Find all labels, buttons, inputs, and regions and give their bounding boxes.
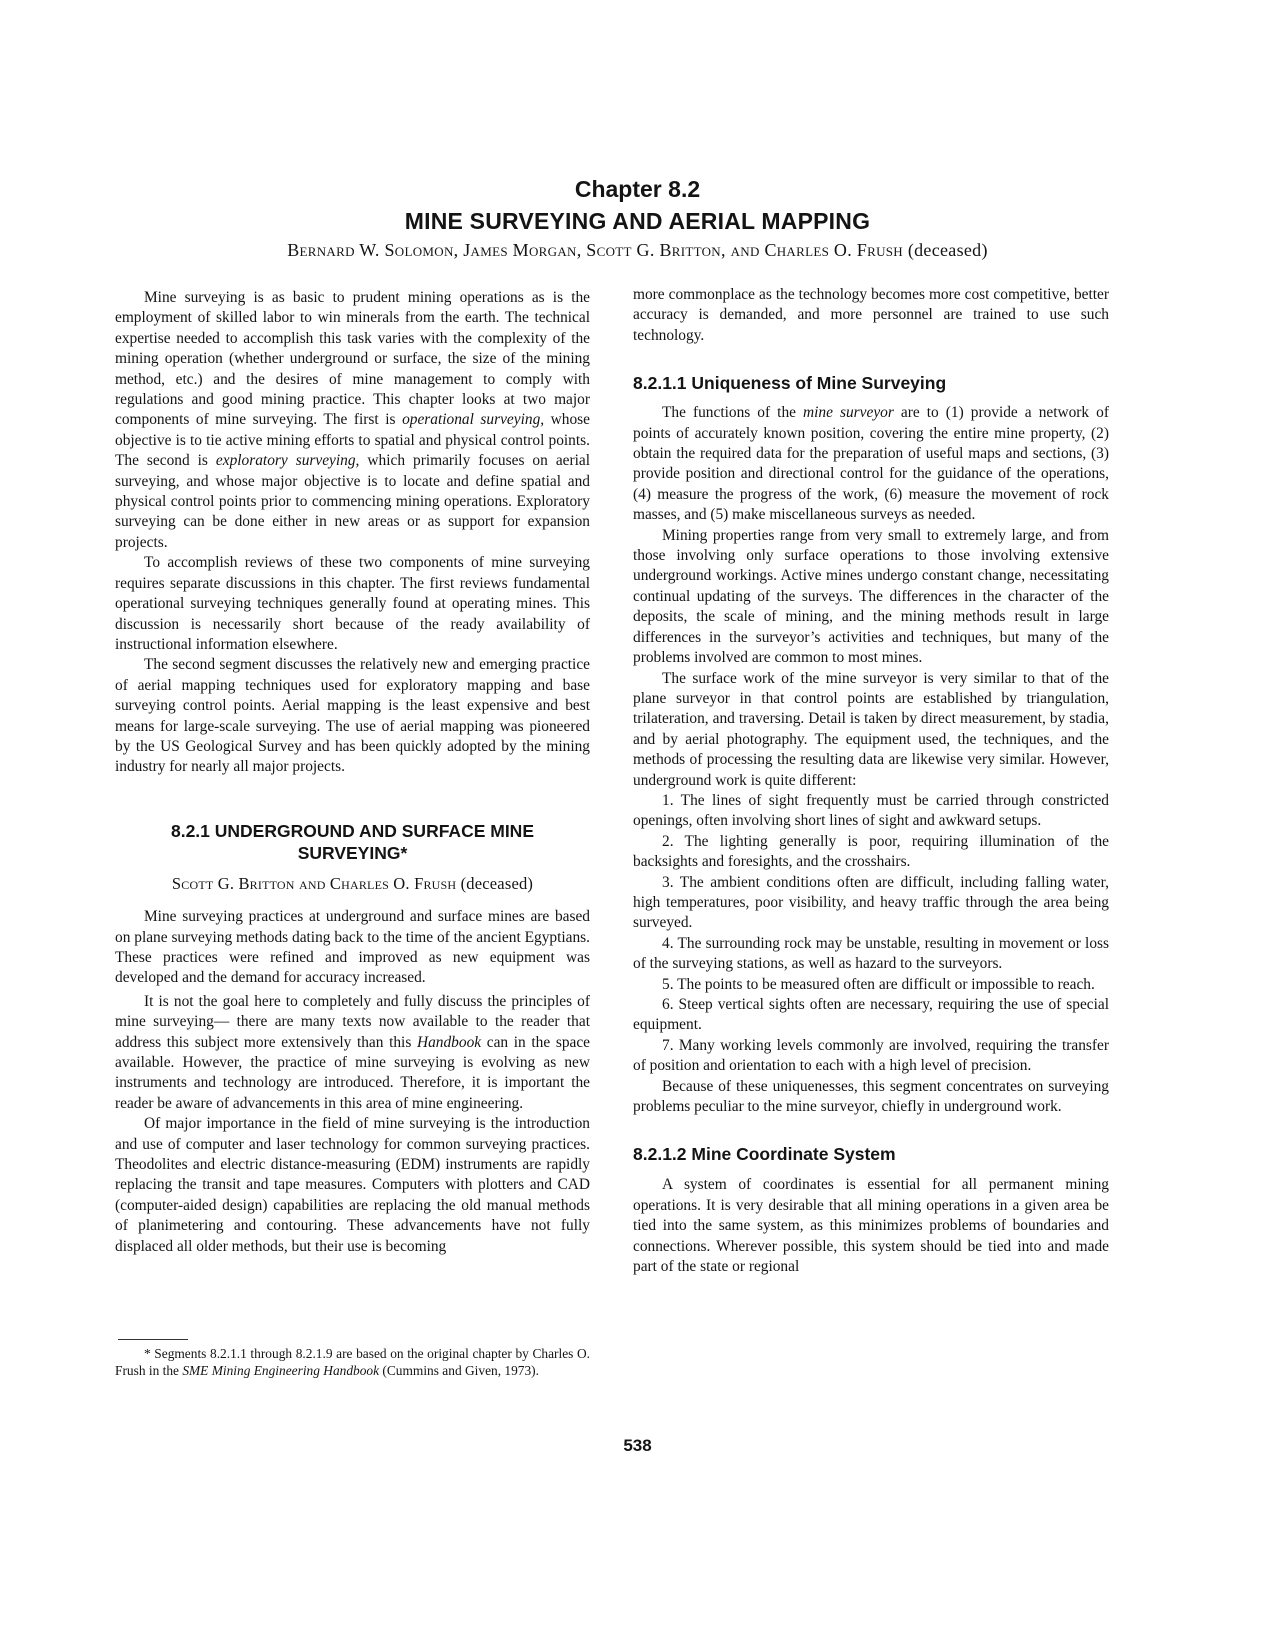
section-heading-8-2-1: 8.2.1 UNDERGROUND AND SURFACE MINE SURVEYING* (170, 820, 534, 863)
section-paragraph-1: Mine surveying practices at underground and surface mines are based on plane surveying methods dating back to the time of the ancient Egyptians. These practices were refined and improved as new equipment was developed and the demand for accuracy increased. (115, 908, 590, 987)
continued-paragraph: more commonplace as the technology becomes more cost competitive, better accuracy is demanded, and more personnel are trained to use such technology. (633, 286, 1109, 344)
term-handbook: Handbook (416, 1033, 482, 1051)
list-item: 3. The ambient conditions often are difficult, including falling water, high temperatures, poor visibility, and heavy traffic through the area being surveyed. (633, 873, 1109, 932)
chapter-authors-names: Bernard W. Solomon, James Morgan, Scott G. Britton, and Charles O. Frush (287, 240, 903, 260)
uniqueness-paragraph-3: The surface work of the mine surveyor is very similar to that of the plane surveyor in that control points are established by triangulation, trilateration, and traversing. Detail is taken by direct measurement, by stadia, and by aerial photography. The equipment used, the techniques, and the methods of processing the resulting data are likewise very similar. However, underground work is quite different: (633, 669, 1109, 789)
footnote-divider (118, 1339, 188, 1340)
left-column (115, 288, 590, 1257)
list-item: 1. The lines of sight frequently must be carried through constricted openings, often involving short lines of sight and awkward setups. (633, 791, 1109, 830)
page-number: 538 (623, 1436, 652, 1455)
footnote: * Segments 8.2.1.1 through 8.2.1.9 are based on the original chapter by Charles O. Frush in the SME Mining Engineering Handbook (Cummins and Given, 1973). (115, 1346, 590, 1379)
uniqueness-paragraph-2: Mining properties range from very small to extremely large, and from those involving only surface operations to those involving extensive underground workings. Active mines undergo constant change, necessitating continual updating of the surveys. The differences in the character of the deposits, the scale of mining, and the mining methods result in large differences in the surveyor’s activities and techniques, but many of the problems involved are common to most mines. (633, 526, 1109, 667)
list-item: 5. The points to be measured often are difficult or impossible to reach. (662, 975, 1095, 993)
section-paragraph-2: It is not the goal here to completely and fully discuss the principles of mine surveying— there are many texts now available to the reader that address this subject more extensively than this Handbook can in the space available. However, the practice of mine surveying is evolving as new instruments and technology are introduced. Therefore, it is important the reader be aware of advancements in this area of mine engineering. (115, 992, 591, 1112)
list-item: 2. The lighting generally is poor, requiring illumination of the backsights and foresights, and the crosshairs. (633, 832, 1109, 871)
intro-paragraph-2: To accomplish reviews of these two components of mine surveying requires separate discussions in this chapter. The first reviews fundamental operational surveying techniques generally found at operating mines. This discussion is necessarily short because of the ready availability of instructional information elsewhere. (115, 554, 590, 653)
term-operational-surveying: operational surveying, (402, 411, 545, 429)
list-item: 6. Steep vertical sights often are necessary, requiring the use of special equipment. (633, 996, 1109, 1034)
right-column (633, 285, 1109, 1277)
list-item: 7. Many working levels commonly are involved, requiring the transfer of position and orientation to each with a high level of precision. (633, 1036, 1109, 1075)
heading-coordinate-system: 8.2.1.2 Mine Coordinate System (633, 1144, 896, 1165)
section-authors (115, 874, 590, 894)
intro-paragraph-3: The second segment discusses the relatively new and emerging practice of aerial mapping techniques used for exploratory mapping and base surveying control points. Aerial mapping is the least expensive and best means for large-scale surveying. The use of aerial mapping was pioneered by the US Geological Survey and has been quickly adopted by the mining industry for nearly all major projects. (115, 656, 590, 776)
uniqueness-paragraph-1: The functions of the mine surveyor are to (1) provide a network of points of accurately known position, covering the entire mine property, (2) obtain the required data for the preparation of useful maps and sections, (3) provide position and directional control for the guidance of the operations, (4) measure the progress of the work, (6) measure the movement of rock masses, and (5) make miscellaneous surveys as needed. (633, 404, 1109, 524)
chapter-number: Chapter 8.2 (574, 176, 701, 202)
section-paragraph-3: Of major importance in the field of mine surveying is the introduction and use of computer and laser technology for common surveying practices. Theodolites and electric distance-measuring (EDM) instruments are rapidly replacing the transit and tape measures. Computers with plotters and CAD (computer-aided design) capabilities are replacing the old manual methods of planimetering and contouring. These advancements have not fully displaced all older methods, but their use is becoming (115, 1115, 590, 1255)
section-authors-note: (deceased) (460, 873, 534, 893)
uniqueness-paragraph-4: Because of these uniquenesses, this segment concentrates on surveying problems peculiar to the mine surveyor, chiefly in underground work. (633, 1077, 1109, 1116)
chapter-authors-note: (deceased) (907, 240, 988, 260)
chapter-title: MINE SURVEYING AND AERIAL MAPPING (404, 208, 871, 234)
term-exploratory-surveying: exploratory surveying, (215, 452, 360, 470)
section-authors-names: Scott G. Britton and Charles O. Frush (171, 873, 457, 893)
heading-uniqueness: 8.2.1.1 Uniqueness of Mine Surveying (633, 373, 947, 394)
list-item: 4. The surrounding rock may be unstable, resulting in movement or loss of the surveying stations, as well as hazard to the surveyors. (633, 934, 1109, 973)
coordinate-paragraph-1: A system of coordinates is essential for all permanent mining operations. It is very desirable that all mining operations in a given area be tied into the same system, as this minimizes problems of boundaries and connections. Wherever possible, this system should be tied into and made part of the state or regional (633, 1176, 1109, 1276)
footnote-handbook-title: SME Mining Engineering Handbook (182, 1363, 380, 1379)
term-mine-surveyor: mine surveyor (803, 404, 894, 422)
chapter-authors (0, 240, 1275, 261)
intro-paragraph-1: Mine surveying is as basic to prudent mining operations as is the employment of skilled labor to win minerals from the earth. The technical expertise needed to accomplish this task varies with the complexity of the mining operation (whether underground or surface, the size of the mining method, etc.) and the desires of mine management to comply with regulations and good mining practice. This chapter looks at two major components of mine surveying. The first is operational surveying, whose objective is to tie active mining efforts to spatial and physical control points. The second is exploratory surveying, which primarily focuses on aerial surveying, and whose major objective is to locate and define spatial and physical control points prior to commencing mining operations. Exploratory surveying can be done either in new areas or as support for expansion projects. (115, 289, 590, 551)
